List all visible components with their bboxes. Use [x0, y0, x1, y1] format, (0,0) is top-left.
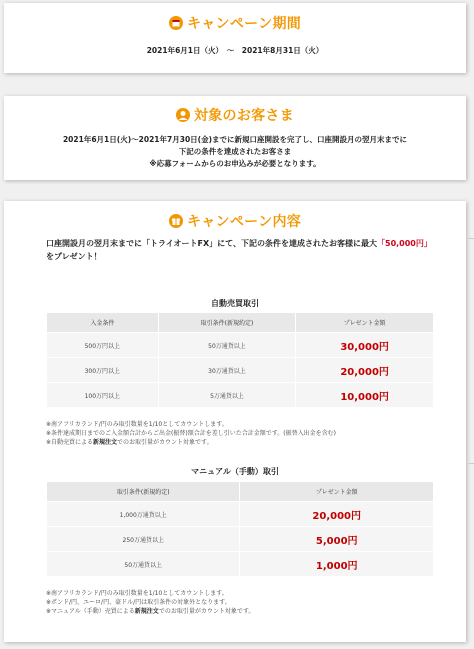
table-cell: 1,000万通貨以上: [47, 502, 240, 527]
note-line: ※南アフリカランド/円のみ取引数量を1/10としてカウントします。: [46, 590, 228, 597]
target-line-1: 2021年6月1日(火)～2021年7月30日(金)までに新規口座開設を完了し、口座開設月の翌月末までに: [62, 135, 408, 144]
auto-trade-table: [46, 312, 434, 408]
present-amount: 20,000円: [240, 502, 434, 527]
intro-text-b: をプレゼント！: [46, 252, 102, 261]
intro-text-a: 口座開設月の翌月末までに「トライオートFX」にて、下記の条件を達成されたお客様に最大: [46, 239, 377, 248]
person-icon: [176, 108, 190, 122]
note-line: ※ポンド/円、ユーロ/円、豪ドル/円は取引条件の対象外となります。: [46, 599, 231, 606]
period-title: キャンペーン期間: [186, 16, 302, 32]
table-header-row: [47, 482, 434, 502]
divider: [468, 463, 474, 464]
table-header: プレゼント金額: [240, 482, 434, 502]
table-cell: 300万円以上: [47, 358, 159, 383]
target-title: 対象のお客さま: [193, 108, 295, 124]
auto-trade-notes: [46, 420, 446, 447]
gift-icon: [169, 214, 183, 228]
table-row: [47, 358, 434, 383]
table-header: 取引条件(新規約定): [158, 313, 296, 333]
period-heading: [4, 13, 466, 33]
table-header: 入金条件: [47, 313, 159, 333]
table-row: [47, 552, 434, 577]
table-row: [47, 383, 434, 408]
present-amount: 10,000円: [296, 383, 434, 408]
manual-trade-title: マニュアル（手動）取引: [191, 467, 279, 476]
content-title: キャンペーン内容: [186, 214, 302, 230]
divider: [468, 238, 474, 239]
table-cell: 50万通貨以上: [158, 333, 296, 358]
content-heading: [4, 211, 466, 231]
note-line: ※自動売買による新規注文でのお取引量がカウント対象です。: [46, 439, 213, 446]
present-amount: 1,000円: [240, 552, 434, 577]
target-customer-card: [4, 96, 466, 180]
table-cell: 5万通貨以上: [158, 383, 296, 408]
note-line: ※マニュアル（手動）売買による新規注文でのお取引量がカウント対象です。: [46, 608, 255, 615]
present-amount: 5,000円: [240, 527, 434, 552]
table-cell: 250万通貨以上: [47, 527, 240, 552]
table-cell: 500万円以上: [47, 333, 159, 358]
manual-trade-table: [46, 481, 434, 577]
table-cell: 100万円以上: [47, 383, 159, 408]
table-cell: 50万通貨以上: [47, 552, 240, 577]
table-row: [47, 333, 434, 358]
present-amount: 20,000円: [296, 358, 434, 383]
target-line-2: 下記の条件を達成されたお客さま: [178, 147, 292, 156]
manual-trade-notes: [46, 589, 446, 616]
period-dates: 2021年6月1日（火） ～ 2021年8月31日（火）: [146, 46, 324, 55]
campaign-intro: [46, 237, 438, 263]
note-line: ※南アフリカランド/円のみ取引数量を1/10としてカウントします。: [46, 421, 228, 428]
table-header: プレゼント金額: [296, 313, 434, 333]
note-line: ※条件達成期日までのご入金額合計からご出金(振替)額合計を差し引いた合計金額です。(振替入出金を含む): [46, 430, 336, 437]
auto-trade-title: 自動売買取引: [211, 299, 259, 308]
table-row: [47, 527, 434, 552]
table-row: [47, 502, 434, 527]
calendar-icon: [169, 16, 183, 30]
note-emphasis: 新規注文: [134, 608, 159, 615]
table-header-row: [47, 313, 434, 333]
table-header: 取引条件(新規約定): [47, 482, 240, 502]
target-line-3: ※応募フォームからのお申込みが必要となります。: [149, 159, 321, 168]
campaign-content-card: [4, 201, 466, 642]
campaign-period-card: [4, 3, 466, 73]
present-amount: 30,000円: [296, 333, 434, 358]
target-heading: [4, 105, 466, 125]
note-emphasis: 新規注文: [93, 439, 118, 446]
table-cell: 30万通貨以上: [158, 358, 296, 383]
intro-max-amount: 「50,000円」: [377, 239, 432, 248]
